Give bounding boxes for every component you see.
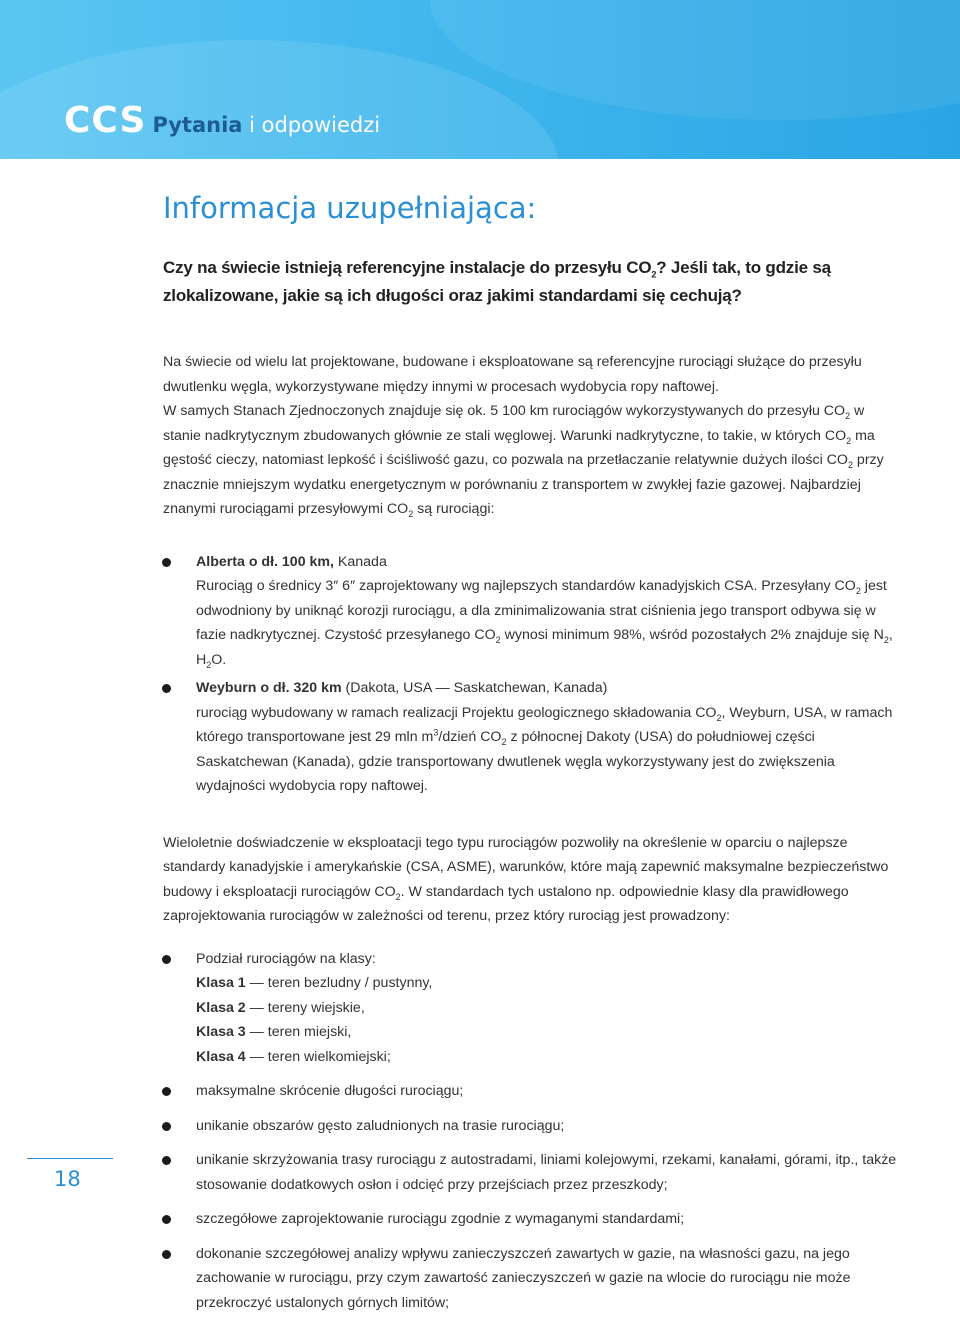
intro-paragraph-2: W samych Stanach Zjednoczonych znajduje się ok. 5 100 km rurociągów wykorzystywanych do przesyłu $CO_2$ w stanie nadkrytycznym zbudowanych głównie ze stali węglowej. Warunki nadkrytyczne, to takie, w których $CO_2$ ma gęstość cieczy, natomiast lepkość i ściśliwość gazu, co pozwala na przetłaczanie relatywnie dużych ilości $CO_2$ przy znacznie mniejszym wydatku energetycznym w porównaniu z transportem w zwykłej fazie gazowej. Najbardziej znanymi rurociągami przesyłowymi $CO_2$ są rurociągi: xyxy=(163,403,884,519)
class-item: Klasa 1 — teren bezludny / pustynny, xyxy=(196,975,433,991)
header-banner xyxy=(0,0,960,159)
list-item: Podział rurociągów na klasy: Klasa 1 — teren bezludny / pustynny, Klasa 2 — tereny wiejskie, Klasa 3 — teren miejski, Klasa 4 — teren wielkomiejski; xyxy=(163,947,899,1070)
list-item: unikanie skrzyżowania trasy rurociągu z autostradami, liniami kolejowymi, rzekami, kanałami, górami, itp., także stosowanie dodatkowych osłon i odcięć przy przejściach przez przeszkody; xyxy=(163,1148,899,1197)
class-item: Klasa 3 — teren miejski, xyxy=(196,1024,352,1040)
intro-paragraph: Na świecie od wielu lat projektowane, budowane i eksploatowane są referencyjne rurociągi służące do przesyłu dwutlenku węgla, wykorzystywane między innymi w procesach wydobycia ropy naftowej. xyxy=(163,354,862,395)
logo-rest-text: i odpowiedzi xyxy=(242,113,381,137)
requirements-list xyxy=(163,947,899,1316)
class-item: Klasa 4 — teren wielkomiejski; xyxy=(196,1048,391,1065)
list-item: maksymalne skrócenie długości rurociągu; xyxy=(163,1079,899,1104)
list-item: dokonanie szczegółowej analizy wpływu zanieczyszczeń zawartych w gazie, na własności gazu, na jego zachowanie w rurociągu, przy czym zawartość zanieczyszczeń w gazie na wlocie do rurociągu nie może przekroczyć ustalonych górnych limitów; xyxy=(163,1242,899,1316)
question-heading: Czy na świecie istnieją referencyjne instalacje do przesyłu $CO_2$? Jeśli tak, to gdzie są zlokalizowane, jakie są ich długości oraz jakimi standardami się cechują? xyxy=(163,258,831,305)
page-title: Informacja uzupełniająca: xyxy=(163,191,537,225)
logo-ccs-text: CCS xyxy=(64,100,147,141)
pipeline-list xyxy=(163,550,899,799)
list-item: unikanie obszarów gęsto zaludnionych na trasie rurociągu; xyxy=(163,1114,899,1139)
footer-divider xyxy=(27,1158,113,1159)
list-item: szczegółowe zaprojektowanie rurociągu zgodnie z wymaganymi standardami; xyxy=(163,1207,899,1232)
experience-paragraph: Wieloletnie doświadczenie w eksploatacji tego typu rurociągów pozwoliły na określenie w oparciu o najlepsze standardy kanadyjskie i amerykańskie (CSA, ASME), warunków, które mają zapewnić maksymalne bezpieczeństwo budowy i eksploatacji rurociągów $CO_2$. W standardach tych ustalono np. odpowiednie klasy dla prawidłowego zaprojektowania rurociągów w zależności od terenu, przez który rurociąg jest prowadzony: xyxy=(163,834,889,924)
list-item: Alberta o dł. 100 km, Kanada Rurociąg o średnicy 3″ 6″ zaprojektowany wg najlepszych standardów kanadyjskich CSA. Przesyłany $CO_2$ jest odwodniony by uniknąć korozji rurociągu, a dla zminimalizowania strat ciśnienia jego transport odbywa się w fazie nadkrytycznej. Czystość przesyłanego $CO_2$ wynosi minimum 98%, wśród pozostałych 2% znajduje się $N_2$, $H_2O$. xyxy=(163,550,899,673)
main-content xyxy=(163,188,899,1325)
ccs-logo xyxy=(64,100,380,141)
logo-pytania-text: Pytania xyxy=(152,113,243,137)
list-item: Weyburn o dł. 320 km (Dakota, USA — Saskatchewan, Kanada) rurociąg wybudowany w ramach realizacji Projektu geologicznego składowania $CO_2$, Weyburn, USA, w ramach którego transportowane jest 29 mln $m^3$/dzień $CO_2$ z północnej Dakoty (USA) do południowej części Saskatchewan (Kanada), gdzie transportowany dwutlenek węgla wykorzystywany jest do zwiększenia wydajności wydobycia ropy naftowej. xyxy=(163,676,899,799)
page-number: 18 xyxy=(54,1167,81,1191)
class-item: Klasa 2 — tereny wiejskie, xyxy=(196,999,365,1016)
